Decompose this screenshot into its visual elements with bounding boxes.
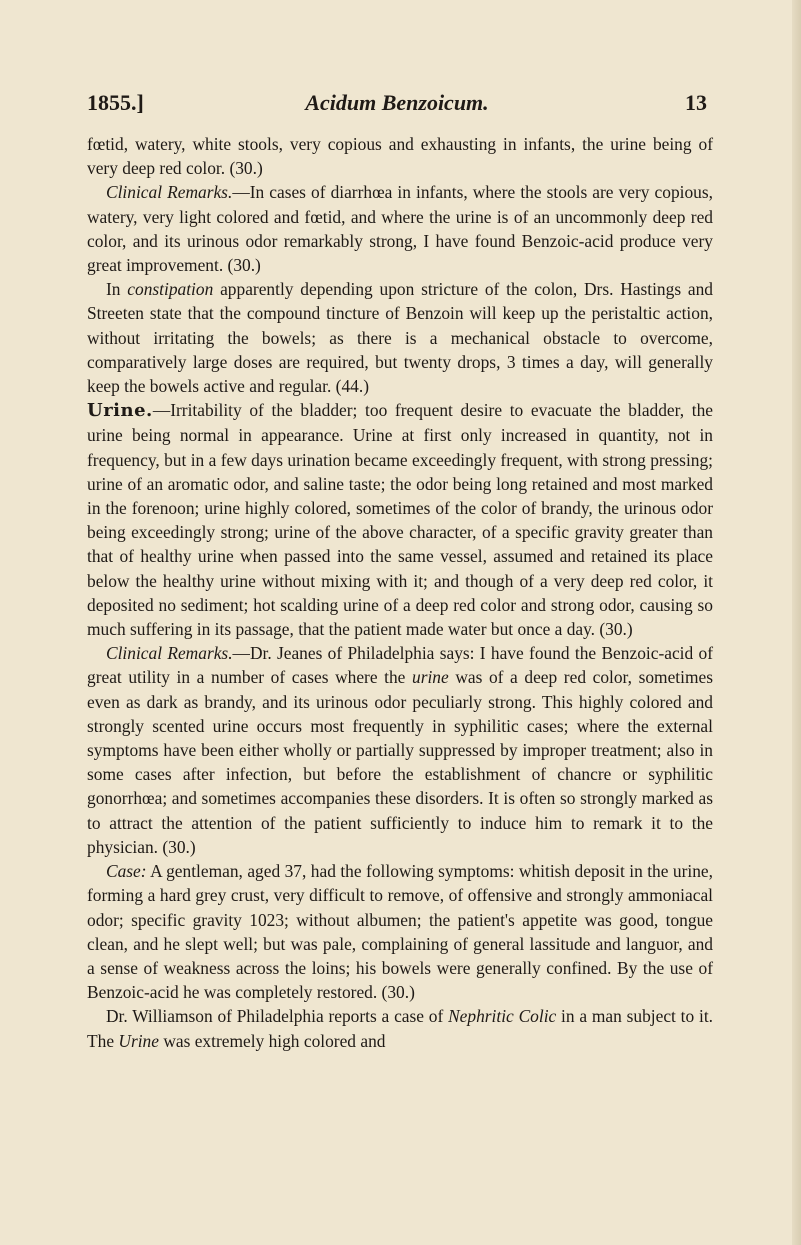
paragraph-7 <box>87 1004 713 1052</box>
paragraph-6-text: A gentleman, aged 37, had the following symptoms: whitish deposit in the urine, forming a hard grey crust, very difficult to remove, of offensive and strongly ammoniacal odor; specific gravity 1023; without albumen; the patient's appetite was good, tongue clean, and he slept well; but was pale, complaining of general lassitude and languor, and a sense of weakness across the loins; his bowels were generally confined. By the use of Benzoic-acid he was completely restored. (30.) <box>87 861 713 1003</box>
paragraph-7-text-2: in a man subject to it. The <box>87 1006 714 1051</box>
paragraph-3 <box>87 277 713 398</box>
paragraph-5-text-2: was of a deep red color, sometimes even as dark as brandy, and its urinous odor peculiarly strong. This highly colored and strongly scented urine occurs most frequently in syphilitic cases; where the external symptoms have been either wholly or partially suppressed by improper treatment; also in some cases after infection, but before the establishment of chancre or syphilitic gonorrhœa; and sometimes accompanies these disorders. It is often so strongly marked as to attract the attention of the patient sufficiently to induce him to remark it to the physician. (30.) <box>87 667 713 857</box>
header-year: 1855.] <box>87 90 144 115</box>
paragraph-2 <box>87 180 713 277</box>
paragraph-6 <box>87 859 713 1004</box>
paragraph-3-lead: In <box>106 279 128 300</box>
page-edge <box>792 0 801 1245</box>
paragraph-7-emphasis-2: Urine <box>118 1030 159 1051</box>
page-body <box>87 132 713 1053</box>
paragraph-5-label: Clinical Remarks. <box>106 643 233 664</box>
paragraph-7-emphasis-1: Nephritic Colic <box>448 1006 557 1027</box>
paragraph-2-label: Clinical Remarks. <box>106 182 233 203</box>
paragraph-2-text: —In cases of diarrhœa in infants, where the stools are very copious, watery, very light colored and fœtid, and where the urine is of an uncommonly deep red color, and its urinous odor remarkably strong, I have found Benzoic-acid produce very great improvement. (30.) <box>87 182 713 276</box>
paragraph-7-text-1: Dr. Williamson of Philadelphia reports a case of <box>106 1006 449 1027</box>
paragraph-6-label: Case: <box>106 861 147 882</box>
paragraph-3-text: apparently depending upon stricture of the colon, Drs. Hastings and Streeten state that the compound tincture of Benzoin will keep up the peristaltic action, without irritating the bowels; as there is a mechanical obstacle to overcome, comparatively large doses are required, but twenty drops, 3 times a day, will generally keep the bowels active and regular. (44.) <box>87 279 713 397</box>
paragraph-5-emphasis: urine <box>412 667 449 688</box>
paragraph-7-text-3: was extremely high colored and <box>158 1030 386 1051</box>
header-title: Acidum Benzoicum. <box>305 90 489 115</box>
paragraph-5 <box>87 641 713 859</box>
section-heading-urine: Urine. <box>87 400 153 422</box>
paragraph-3-label: constipation <box>127 279 214 300</box>
paragraph-4-text: —Irritability of the bladder; too frequent desire to evacuate the bladder, the urine being normal in appearance. Urine at first only increased in quantity, not in frequency, but in a few days urination became exceedingly frequent, with strong pressing; urine of an aromatic odor, and saline taste; the odor being long retained and most marked in the forenoon; urine highly colored, sometimes of the color of brandy, the urinous odor being exceedingly strong; urine of the above character, of a specific gravity greater than that of healthy urine when passed into the same vessel, assumed and retained its place below the healthy urine without mixing with it; and though of a very deep red color, it deposited no sediment; hot scalding urine of a deep red color and strong odor, causing so much suffering in its passage, that the patient made water but once a day. (30.) <box>87 400 713 640</box>
paragraph-5-text-1: —Dr. Jeanes of Philadelphia says: I have found the Benzoic-acid of great utility in a number of cases where the <box>87 643 713 688</box>
paragraph-1: fœtid, watery, white stools, very copious and exhausting in infants, the urine being of very deep red color. (30.) <box>87 134 713 179</box>
running-header <box>87 90 707 122</box>
page-number: 13 <box>685 90 707 115</box>
paragraph-4 <box>87 398 713 641</box>
